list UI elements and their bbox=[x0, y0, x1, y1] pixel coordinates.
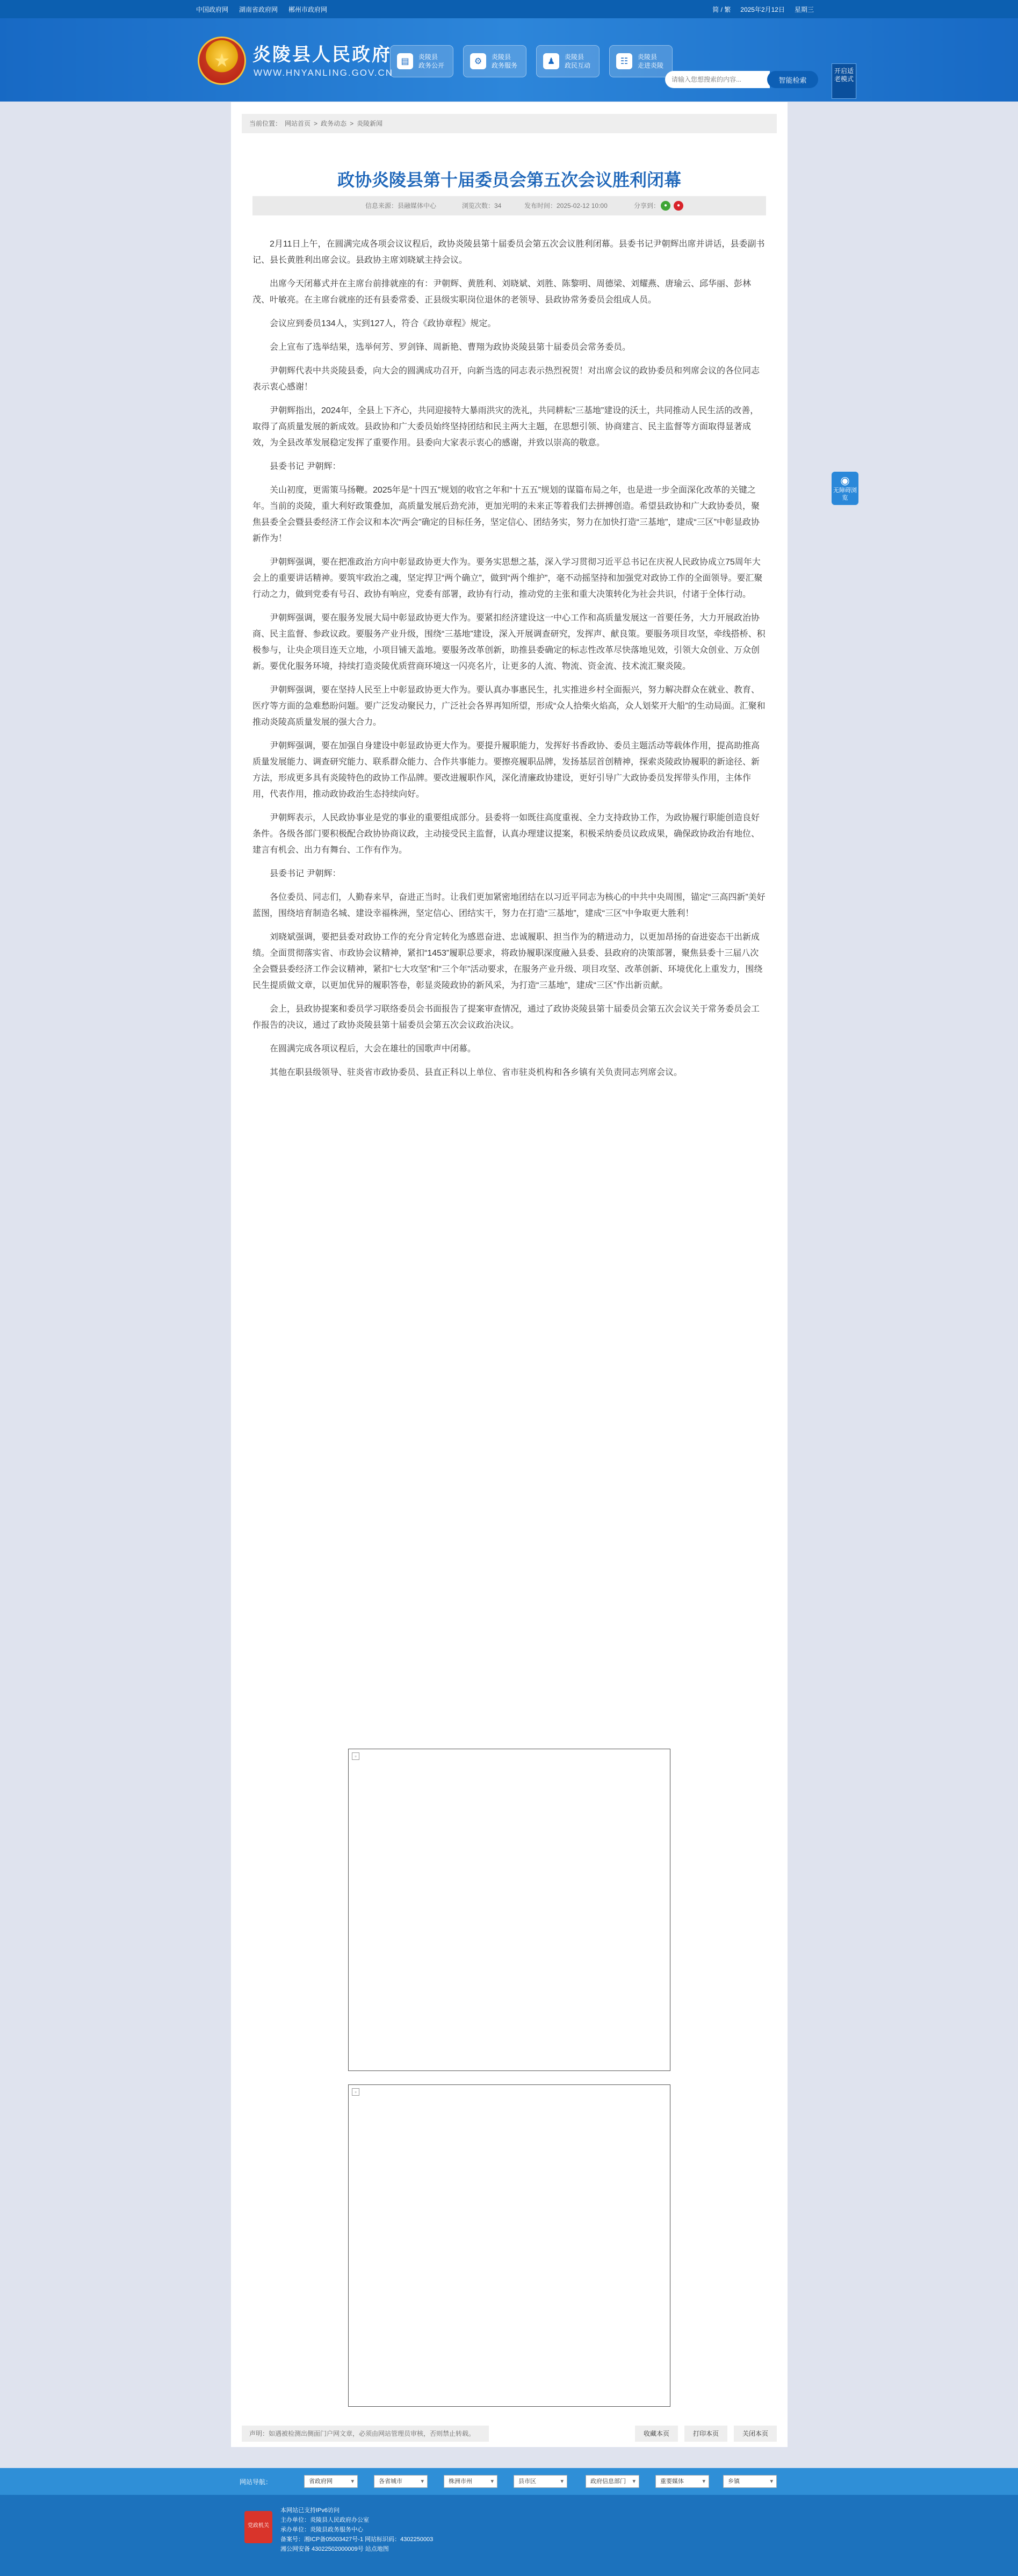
elder-mode-button[interactable]: 开启适老模式 bbox=[832, 63, 856, 99]
top-right bbox=[712, 5, 814, 14]
select-media[interactable]: 重要媒体 ▾ bbox=[655, 2475, 709, 2488]
accessibility-label: 无障碍浏览 bbox=[833, 487, 857, 501]
nav-interaction[interactable] bbox=[536, 45, 600, 77]
footer-icp[interactable]: 备案号：湘ICP备05003427号-1 网站标识码：4302250003 bbox=[280, 2536, 434, 2543]
article-actions bbox=[635, 2426, 777, 2442]
disclaimer-note: 声明：如遇被检测出侧面门户网文章，必须由网站管理员审核，否则禁止转载。 bbox=[242, 2426, 489, 2442]
nav-gov-affairs-public[interactable] bbox=[390, 45, 453, 77]
broken-image-icon: ▫ bbox=[352, 2088, 359, 2096]
breadcrumb bbox=[242, 114, 777, 133]
article-paragraph: 会上宣布了选举结果，选举何芳、罗剑锋、周新艳、曹翔为政协炎陵县第十届委员会常务委员。 bbox=[270, 343, 631, 352]
breadcrumb-yanling-news[interactable]: 炎陵新闻 bbox=[357, 120, 383, 127]
nav-line1: 炎陵县 bbox=[492, 53, 511, 61]
article-paragraph: 尹朝辉指出，2024年，全县上下齐心，共同迎接特大暴雨洪灾的洗礼，共同耕耘“三基地”建设的沃土，共同推动人民生活的改善，取得了高质量发展的新成效。县政协和广大委员始终坚持团结和民主两大主题，在思想引领、协商建言、民主监督等方面取得显著成效，为全县改革发展稳定发挥了重要作用。县委向大家表示衷心的感谢，并致以崇高的敬意。 bbox=[252, 406, 759, 448]
article-source: 信息来源：县融媒体中心 bbox=[365, 202, 437, 210]
footer-ipv6: 本网站已支持IPv6访问 bbox=[280, 2507, 340, 2514]
footer-info bbox=[280, 2506, 433, 2554]
search-box bbox=[665, 71, 818, 88]
article-paragraph: 尹朝辉强调，要在坚持人民至上中彰显政协更大作为。要认真办事惠民生，扎实推进乡村全面振兴，努力解决群众在就业、教育、医疗等方面的急难愁盼问题。要广泛发动聚民力，广泛社会各界再知所望，形成“众人拾柴火焰高，众人划桨开大船”的生动局面。汇聚和推动炎陵高质量发展的强大合力。 bbox=[252, 686, 766, 727]
article-paragraph: 其他在职县级领导、驻炎省市政协委员、县直正科以上单位、省市驻炎机构和各乡镇有关负责同志列席会议。 bbox=[270, 1068, 683, 1077]
bookmark-button[interactable]: 收藏本页 bbox=[635, 2426, 678, 2442]
nav-line2: 政务公开 bbox=[418, 62, 445, 69]
nav-gov-services[interactable] bbox=[463, 45, 526, 77]
site-footer bbox=[0, 2495, 1018, 2576]
top-links bbox=[196, 5, 327, 14]
article-paragraph: 各位委员、同志们，人勤春来早，奋进正当时。让我们更加紧密地团结在以习近平同志为核心的中共中央周围，锚定“三高四新”美好蓝图，围绕培育制造名城、建设幸福株洲，坚定信心、团结实干，努力在打造“三基地”，建成“三区”中争取更大胜利！ bbox=[252, 893, 766, 918]
article-paragraph: 会上，县政协提案和委员学习联络委员会书面报告了提案审查情况，通过了政协炎陵县第十届委员会第五次会议关于常务委员会工作报告的决议，通过了政协炎陵县第十届委员会第五次会议政治决议。 bbox=[252, 1005, 760, 1030]
eye-icon: ◉ bbox=[840, 475, 850, 487]
close-page-button[interactable]: 关闭本页 bbox=[734, 2426, 777, 2442]
site-url: WWW.HNYANLING.GOV.CN bbox=[254, 68, 394, 78]
article-paragraph: 在圆满完成各项议程后，大会在雄壮的国歌声中闭幕。 bbox=[270, 1044, 476, 1054]
building-icon: ▤ bbox=[397, 53, 413, 69]
nav-line2: 政民互动 bbox=[565, 62, 591, 69]
footer-sponsor: 主办单位：炎陵县人民政府办公室 bbox=[280, 2517, 369, 2523]
national-emblem-icon: ★ bbox=[198, 37, 246, 85]
article-paragraph: 刘晓斌强调，要把县委对政协工作的充分肯定转化为感恩奋进、忠诚履职、担当作为的精进动力，以更加昂扬的奋进姿态干出新成绩。全面贯彻落实省、市政协会议精神，紧扣“1453”履职总要求，将政协履职深度融入县委、县政府的决策部署，聚焦县委十三届八次全会暨县委经济工作会议精神，紧扣“七大攻坚”和“三个年”活动要求，在服务产业升级、项目攻坚、改革创新、环境优化上重发力，围绕民生提质做文章，以更加优异的履职答卷，彰显炎陵政协的新风采，为打造“三基地”，建成“三区”作出新贡献。 bbox=[252, 933, 763, 990]
article-paragraph: 2月11日上午，在圆满完成各项会议议程后，政协炎陵县第十届委员会第五次会议胜利闭幕。县委书记尹朝辉出席并讲话，县委副书记、县长黄胜利出席会议。县政协主席刘晓斌主持会议。 bbox=[252, 240, 765, 265]
select-counties[interactable]: 县市区 ▾ bbox=[514, 2475, 567, 2488]
article-paragraph: 尹朝辉强调，要在把准政治方向中彰显政协更大作为。要务实思想之基，深入学习贯彻习近平总书记在庆祝人民政协成立75周年大会上的重要讲话精神。要筑牢政治之魂，坚定捍卫“两个确立”，做到“两个维护”，毫不动摇坚持和加强党对政协工作的全面领导。要汇聚行动之力，做到党委有号召、政协有响应，党委有部署，政协有行动，推动党的主张和重大决策转化为社会共识，付诸于全体行动。 bbox=[252, 558, 763, 599]
article-paragraph: 尹朝辉强调，要在服务发展大局中彰显政协更大作为。要紧扣经济建设这一中心工作和高质量发展这一首要任务，大力开展政治协商、民主监督、参政议政。要服务产业升级，围绕“三基地”建设，深入开展调查研究，发挥声、献良策。要服务项目攻坚，牵线搭桥、积极参与，让央企项目连天立地，小项目铺天盖地。要服务改革创新，助推县委确定的标志性改革尽快落地见效，引领大众创业、万众创新。要优化服务环境，持续打造炎陵优质营商环境这一闪亮名片，让更多的人流、物流、资金流、技术流汇聚炎陵。 bbox=[252, 614, 766, 671]
footer-police-record[interactable]: 湘公网安备 43022502000009号 站点地图 bbox=[280, 2546, 389, 2552]
print-button[interactable]: 打印本页 bbox=[684, 2426, 727, 2442]
select-towns[interactable]: 乡镇 ▾ bbox=[723, 2475, 777, 2488]
top-bar bbox=[0, 0, 1018, 18]
article-paragraph: 出席今天闭幕式并在主席台前排就座的有：尹朝辉、黄胜利、刘晓斌、刘胜、陈黎明、周德梁、刘耀燕、唐瑜云、邱华丽、彭林茂、叶敏亮。在主席台就座的还有县委常委、正县级实职岗位退休的老领导、县政协常务委员会组成人员。 bbox=[252, 279, 752, 305]
article-paragraph: 尹朝辉强调，要在加强自身建设中彰显政协更大作为。要提升履职能力，发挥好书香政协、委员主题活动等载体作用，提高助推高质量发展能力、调查研究能力、联系群众能力、合作共事能力。要擦亮履职品牌，发扬基层首创精神，探索炎陵政协履职的新途径、新方法，形成更多具有炎陵特色的政协工作品牌。要改进履职作风，深化清廉政协建设，更好引导广大政协委员发挥带头作用，主体作用，代表作用，推动政协政治生态持续向好。 bbox=[252, 741, 760, 799]
article-paragraph: 尹朝辉表示，人民政协事业是党的事业的重要组成部分。县委将一如既往高度重视、全力支持政协工作，为政协履行职能创造良好条件。各级各部门要积极配合政协协商议政，主动接受民主监督，认真办理建议提案，积极采纳委员议政成果，确保政协政治有地位、建言有机会、出力有舞台、工作有作为。 bbox=[252, 813, 760, 855]
article-paragraph: 县委书记 尹朝辉： bbox=[270, 462, 341, 471]
people-icon: ♟ bbox=[543, 53, 559, 69]
share-label: 分享到： bbox=[634, 202, 660, 210]
weibo-share-icon[interactable]: ● bbox=[674, 201, 683, 211]
current-date: 2025年2月12日 bbox=[740, 6, 785, 13]
party-gov-badge-icon[interactable]: 党政机关 bbox=[244, 2511, 272, 2543]
header-nav bbox=[390, 45, 673, 77]
article-views: 浏览次数：34 bbox=[462, 202, 502, 210]
article-paragraph: 县委书记 尹朝辉： bbox=[270, 869, 341, 878]
info-icon: ☷ bbox=[616, 53, 632, 69]
search-input[interactable] bbox=[665, 71, 770, 88]
nav-line2: 走进炎陵 bbox=[638, 62, 664, 69]
accessibility-button[interactable] bbox=[832, 472, 858, 505]
link-hunan-gov[interactable]: 湖南省政府网 bbox=[239, 6, 278, 13]
current-weekday: 星期三 bbox=[794, 6, 814, 13]
breadcrumb-sep: > bbox=[314, 120, 318, 127]
site-title[interactable]: 炎陵县人民政府 bbox=[252, 44, 392, 66]
select-provinces[interactable]: 各省城市 ▾ bbox=[374, 2475, 428, 2488]
breadcrumb-home[interactable]: 网站首页 bbox=[285, 120, 311, 127]
article-image bbox=[348, 1749, 670, 2071]
article-paragraph: 关山初度，更需策马扬鞭。2025年是“十四五”规划的收官之年和“十五五”规划的谋篇布局之年，也是进一步全面深化改革的关键之年。当前的炎陵，重大利好政策叠加，高质量发展后劲充沛，更加光明的未来正等着我们去拼搏创造。希望县政协和广大政协委员，聚焦县委全会暨县委经济工作会议和本次“两会”确定的目标任务，坚定信心、团结务实，努力在加快打造“三基地”，建成“三区”中彰显政协新作为！ bbox=[252, 486, 760, 543]
select-provincial-gov[interactable]: 省政府网 ▾ bbox=[304, 2475, 358, 2488]
wechat-share-icon[interactable]: ● bbox=[661, 201, 670, 211]
main-content bbox=[231, 102, 788, 2447]
service-icon: ⚙ bbox=[470, 53, 486, 69]
select-zhuzhou[interactable]: 株洲市州 ▾ bbox=[444, 2475, 497, 2488]
article-meta bbox=[252, 196, 766, 215]
select-departments[interactable]: 政府信息部门 ▾ bbox=[586, 2475, 639, 2488]
footer-organizer: 承办单位：炎陵县政务服务中心 bbox=[280, 2527, 363, 2533]
article-paragraph: 尹朝辉代表中共炎陵县委，向大会的圆满成功召开，向新当选的同志表示热烈祝贺！对出席会议的政协委员和列席会议的各位同志表示衷心感谢！ bbox=[252, 366, 760, 392]
article-body bbox=[252, 236, 766, 1088]
article-date: 发布时间：2025-02-12 10:00 bbox=[524, 202, 608, 210]
nav-line1: 炎陵县 bbox=[418, 53, 438, 61]
article-footer-bar bbox=[242, 2426, 777, 2442]
breadcrumb-sep: > bbox=[350, 120, 354, 127]
broken-image-icon: ▫ bbox=[352, 1752, 359, 1760]
article-image bbox=[348, 2084, 670, 2407]
site-navigation-bar bbox=[0, 2468, 1018, 2495]
links-label: 网站导航： bbox=[240, 2478, 272, 2486]
language-toggle[interactable]: 简 / 繁 bbox=[712, 6, 731, 13]
breadcrumb-label: 当前位置： bbox=[249, 120, 282, 127]
breadcrumb-news[interactable]: 政务动态 bbox=[321, 120, 347, 127]
nav-line2: 政务服务 bbox=[492, 62, 518, 69]
link-gov-cn[interactable]: 中国政府网 bbox=[196, 6, 229, 13]
site-header bbox=[0, 18, 1018, 102]
nav-line1: 炎陵县 bbox=[638, 53, 658, 61]
article-title: 政协炎陵县第十届委员会第五次会议胜利闭幕 bbox=[337, 170, 681, 190]
search-button[interactable]: 智能检索 bbox=[767, 71, 818, 88]
nav-line1: 炎陵县 bbox=[565, 53, 584, 61]
nav-about-yanling[interactable] bbox=[609, 45, 673, 77]
link-chenzhou-gov[interactable]: 郴州市政府网 bbox=[288, 6, 328, 13]
article-paragraph: 会议应到委员134人，实到127人，符合《政协章程》规定。 bbox=[270, 319, 496, 328]
